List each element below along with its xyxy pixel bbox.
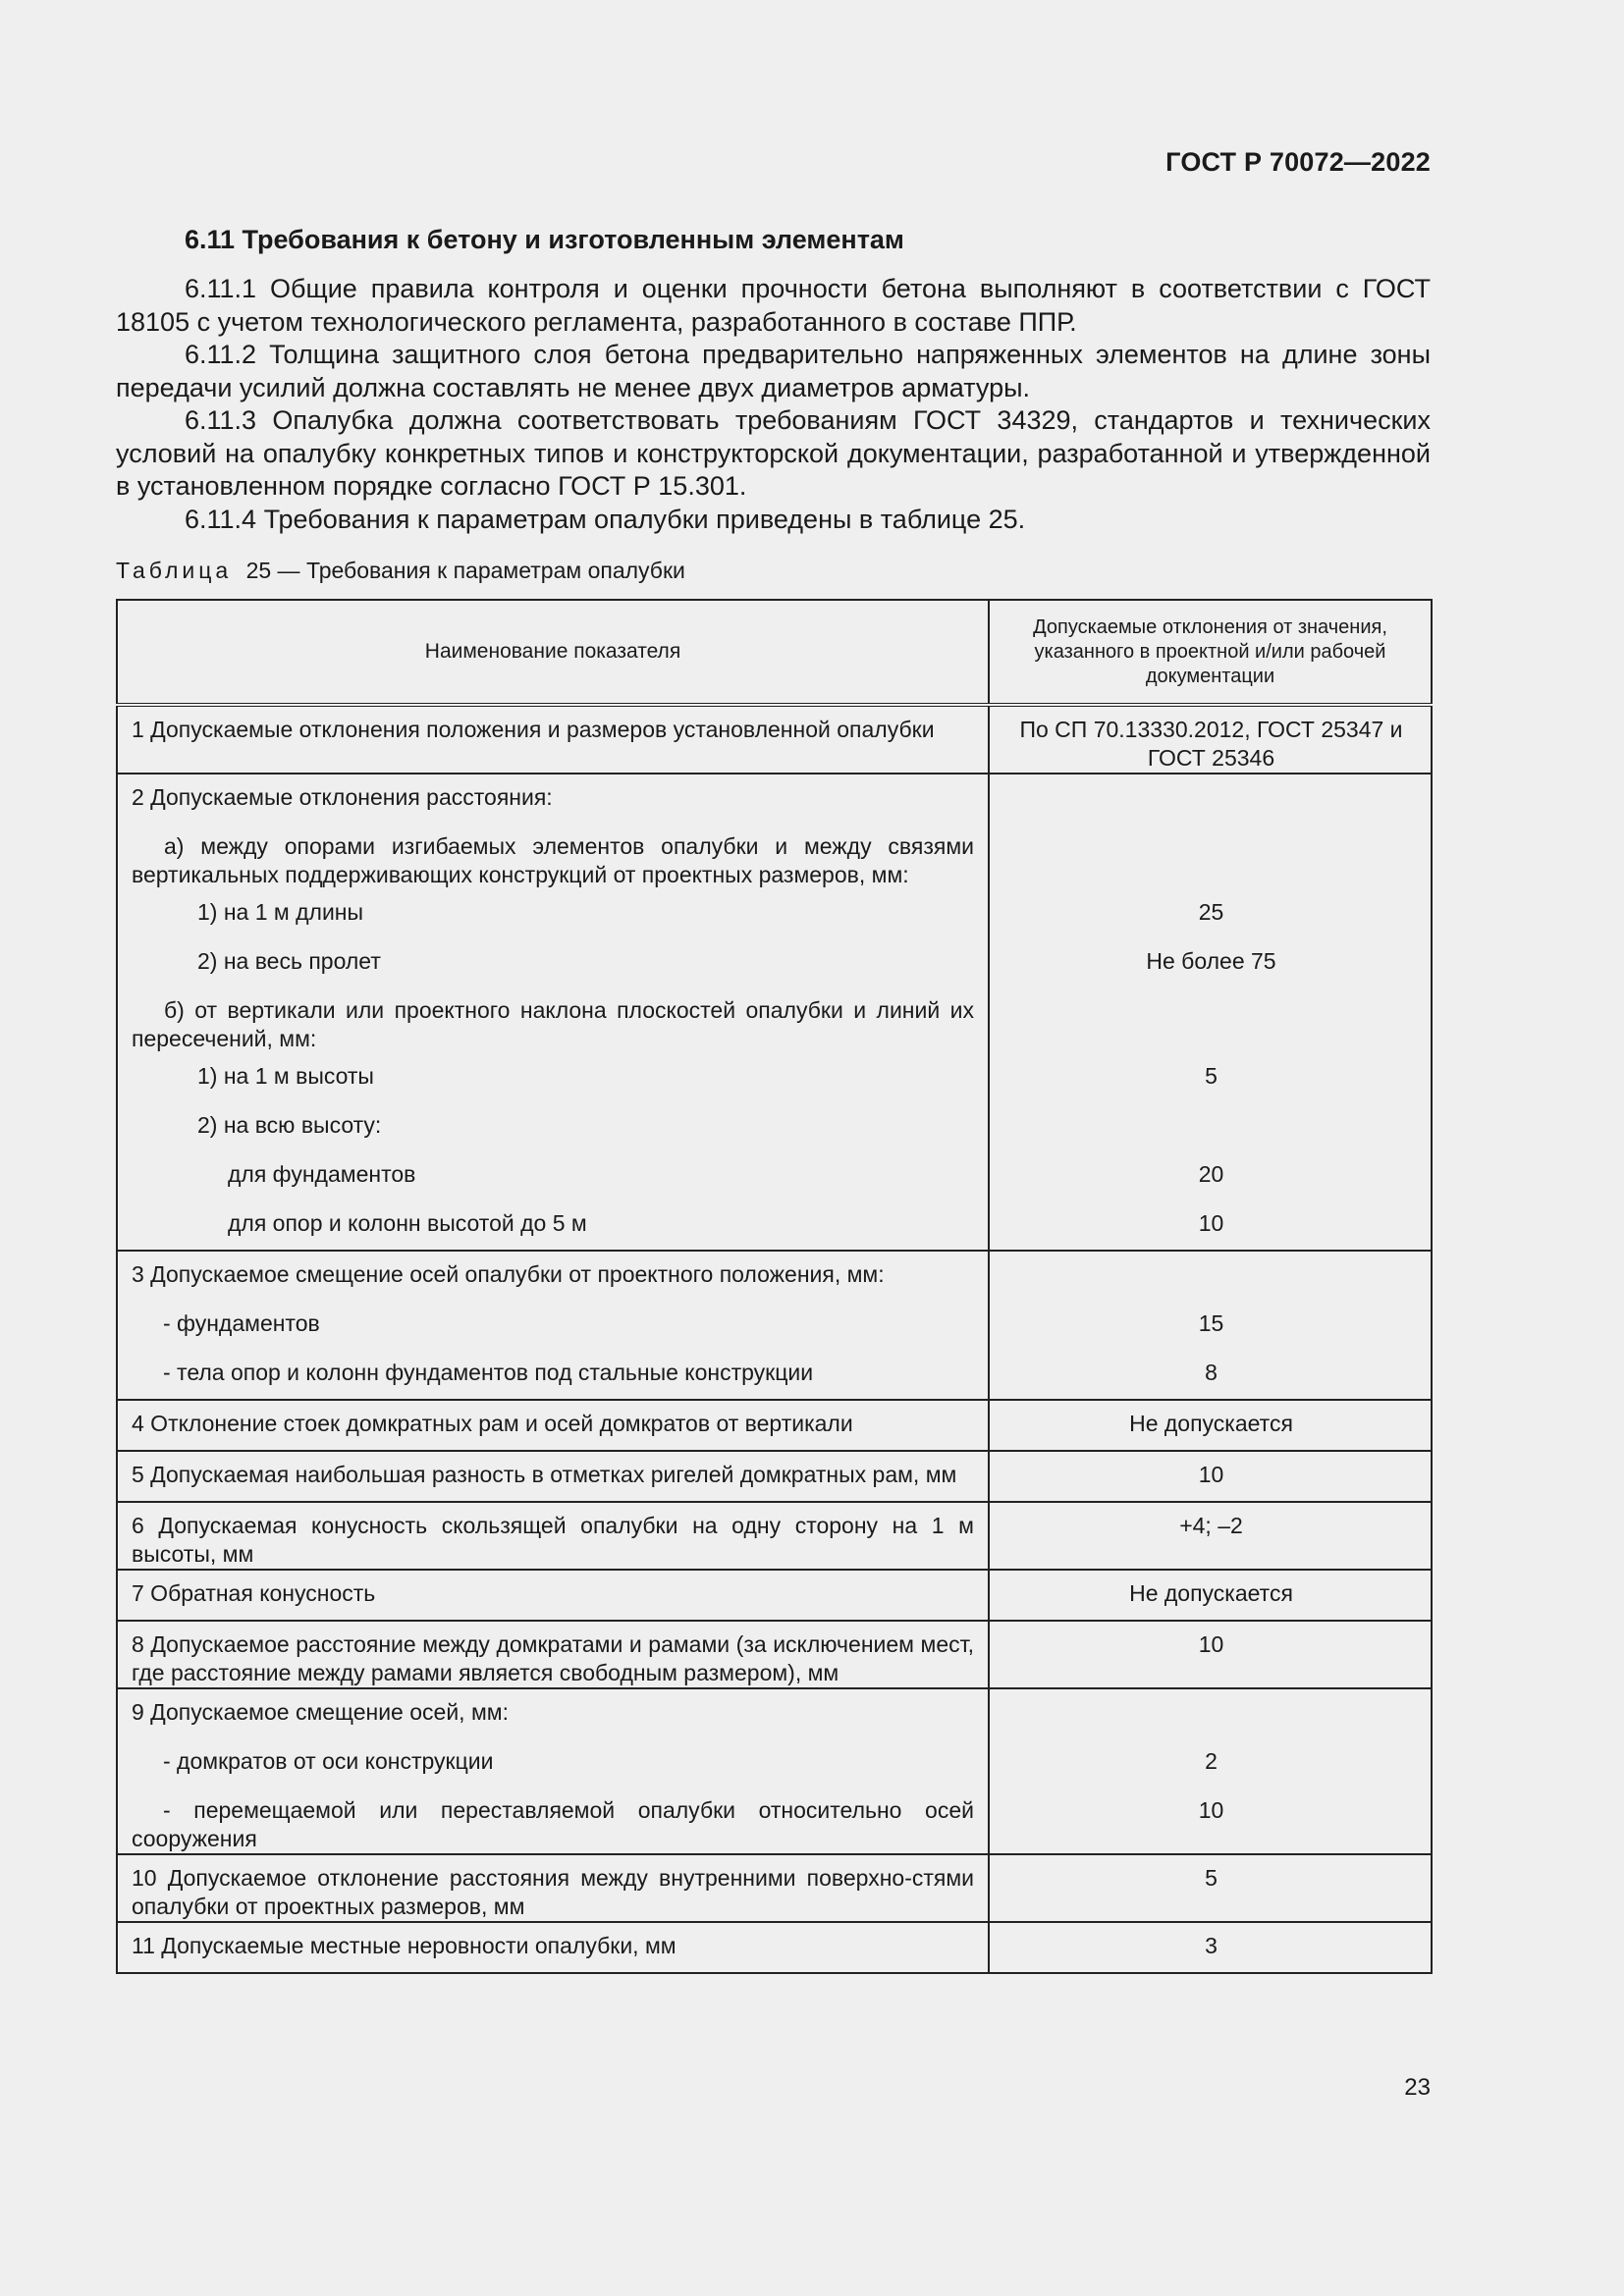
header-indicator: Наименование показателя <box>117 600 989 705</box>
section-title: 6.11 Требования к бетону и изготовленным элементам <box>185 225 904 254</box>
tolerance-value: 5 <box>1205 1865 1218 1891</box>
tolerance-value: Не более 75 <box>1146 948 1276 974</box>
page-number: 23 <box>1404 2074 1431 2101</box>
indicator-text: 7 Обратная конусность <box>132 1580 376 1606</box>
tolerance-value: 10 <box>1198 1462 1224 1487</box>
table-row-cell <box>117 1922 1432 1973</box>
indicator-text: б) от вертикали или проектного наклона плоскостей опалубки и линий их пересечений, мм: <box>132 997 974 1051</box>
paragraph: 6.11.2 Толщина защитного слоя бетона предварительно напряженных элементов на длине зоны передачи усилий должна составлять не менее двух диаметров арматуры. <box>116 340 1431 402</box>
table-row <box>117 1502 1432 1570</box>
requirements-table <box>116 599 1433 1974</box>
tolerance-value: 20 <box>1198 1161 1224 1187</box>
paragraph: 6.11.4 Требования к параметрам опалубки приведены в таблице 25. <box>185 504 1026 534</box>
table-row-cell <box>117 1854 1432 1922</box>
table-row-cell <box>117 1400 1432 1451</box>
indicator-text: 1) на 1 м высоты <box>197 1063 374 1089</box>
indicator-text: 2 Допускаемые отклонения расстояния: <box>132 784 553 810</box>
indicator-text: 9 Допускаемое смещение осей, мм: <box>132 1699 509 1725</box>
table-row-cell <box>117 1251 1432 1400</box>
tolerance-value: Не допускается <box>1129 1411 1293 1436</box>
indicator-text: - перемещаемой или переставляемой опалубки относительно осей сооружения <box>132 1797 974 1851</box>
document-code: ГОСТ Р 70072—2022 <box>1165 147 1431 177</box>
indicator-text: 3 Допускаемое смещение осей опалубки от проектного положения, мм: <box>132 1261 885 1287</box>
table-row-cell <box>117 1451 1432 1502</box>
indicator-text: 2) на всю высоту: <box>197 1112 382 1138</box>
tolerance-value: 2 <box>1205 1748 1218 1774</box>
tolerance-value: 15 <box>1198 1310 1224 1336</box>
indicator-text: - домкратов от оси конструкции <box>163 1748 494 1774</box>
table-row <box>117 1570 1432 1621</box>
indicator-text: 8 Допускаемое расстояние между домкратами и рамами (за исключением мест, где расстояние между рамами является свободным размером), мм <box>132 1631 974 1685</box>
table-body <box>117 705 1432 1973</box>
tolerance-value: Не допускается <box>1129 1580 1293 1606</box>
tolerance-value: 10 <box>1198 1210 1224 1236</box>
tolerance-value: 5 <box>1205 1063 1218 1089</box>
tolerance-value: 8 <box>1205 1360 1218 1385</box>
indicator-text: для опор и колонн высотой до 5 м <box>228 1210 587 1236</box>
indicator-text: 11 Допускаемые местные неровности опалубки, мм <box>132 1933 677 1958</box>
tolerance-value: 25 <box>1198 899 1224 925</box>
table-row-cell <box>117 1688 1432 1854</box>
table-row <box>117 705 1432 774</box>
indicator-text: для фундаментов <box>228 1161 416 1187</box>
indicator-text: 5 Допускаемая наибольшая разность в отметках ригелей домкратных рам, мм <box>132 1462 957 1487</box>
table-row <box>117 1854 1432 1922</box>
tolerance-value: 10 <box>1198 1631 1224 1657</box>
tolerance-value <box>990 774 1433 783</box>
tolerance-value: 10 <box>1198 1797 1224 1823</box>
table-row <box>117 1451 1432 1502</box>
table-row-cell <box>117 1570 1432 1621</box>
indicator-text: 10 Допускаемое отклонение расстояния между внутренними поверхно-стями опалубки от проектных размеров, мм <box>132 1865 974 1919</box>
table-row-cell <box>117 774 1432 1251</box>
indicator-text: 2) на весь пролет <box>197 948 381 974</box>
indicator-text: 6 Допускаемая конусность скользящей опалубки на одну сторону на 1 м высоты, мм <box>132 1513 974 1567</box>
table-row <box>117 1688 1432 1854</box>
table-row-cell <box>117 1502 1432 1570</box>
table-row-cell <box>117 705 1432 774</box>
table-row <box>117 1922 1432 1973</box>
section-paragraphs <box>116 273 1431 536</box>
tolerance-value <box>990 1102 1433 1111</box>
table-row <box>117 1621 1432 1688</box>
table-caption <box>116 558 685 584</box>
tolerance-value: +4; –2 <box>1179 1513 1243 1538</box>
indicator-text: 1 Допускаемые отклонения положения и размеров установленной опалубки <box>132 717 935 742</box>
indicator-text: а) между опорами изгибаемых элементов опалубки и между связями вертикальных поддерживающих конструкций от проектных размеров, мм: <box>132 833 974 887</box>
tolerance-value <box>990 988 1433 996</box>
paragraph: 6.11.3 Опалубка должна соответствовать требованиям ГОСТ 34329, стандартов и технических условий на опалубку конкретных типов и конструкторской документации, разработанной и утвержденной в установленном порядке согласно ГОСТ Р 15.301. <box>116 405 1431 501</box>
indicator-text: - тела опор и колонн фундаментов под стальные конструкции <box>163 1360 814 1385</box>
tolerance-value <box>990 1689 1433 1698</box>
table-row-cell <box>117 1621 1432 1688</box>
tolerance-value <box>990 824 1433 832</box>
paragraph: 6.11.1 Общие правила контроля и оценки прочности бетона выполняют в соответствии с ГОСТ 18105 с учетом технологического регламента, разработанного в составе ППР. <box>116 274 1431 337</box>
table-header-row <box>117 600 1432 705</box>
indicator-text: - фундаментов <box>163 1310 320 1336</box>
tolerance-value <box>990 1252 1433 1260</box>
table-caption-text: 25 — Требования к параметрам опалубки <box>245 558 685 583</box>
table-row <box>117 774 1432 1251</box>
table-row <box>117 1251 1432 1400</box>
table-caption-label: Таблица <box>116 558 233 583</box>
indicator-text: 4 Отклонение стоек домкратных рам и осей домкратов от вертикали <box>132 1411 853 1436</box>
header-tolerance: Допускаемые отклонения от значения, указанного в проектной и/или рабочей документации <box>989 600 1432 705</box>
indicator-text: 1) на 1 м длины <box>197 899 364 925</box>
tolerance-value: 3 <box>1205 1933 1218 1958</box>
tolerance-value: По СП 70.13330.2012, ГОСТ 25347 и ГОСТ 25346 <box>1019 717 1403 771</box>
table-row <box>117 1400 1432 1451</box>
